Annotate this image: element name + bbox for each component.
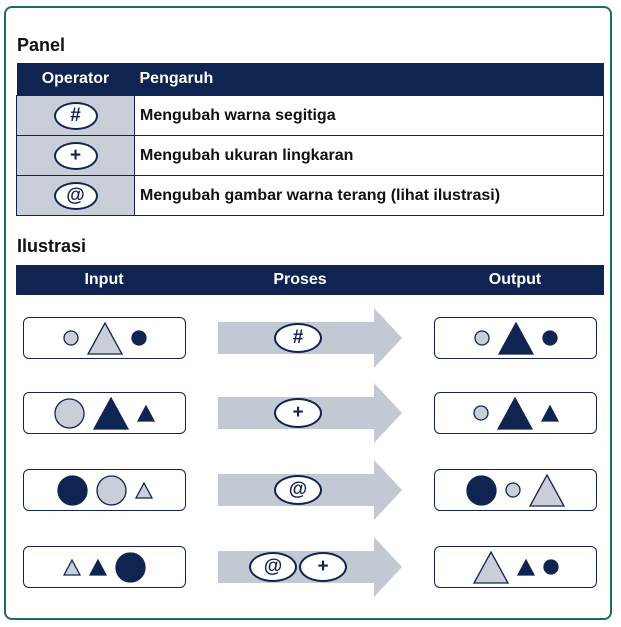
- plus-operator-icon: +: [54, 142, 98, 170]
- dark-large-circle-icon: [115, 552, 146, 583]
- light-large-triangle-icon: [529, 474, 565, 507]
- input-box: [23, 392, 186, 434]
- hash-operator-icon: #: [274, 323, 322, 353]
- light-large-triangle-icon: [87, 322, 123, 355]
- at-operator-icon: @: [274, 475, 322, 505]
- table-row: [17, 96, 604, 136]
- effect-cell: Mengubah warna segitiga: [135, 96, 604, 136]
- at-operator-icon: @: [54, 182, 98, 210]
- light-large-circle-icon: [96, 475, 127, 506]
- dark-large-triangle-icon: [498, 322, 534, 355]
- light-small-triangle-icon: [135, 482, 153, 499]
- dark-large-triangle-icon: [93, 397, 129, 430]
- plus-operator-icon: +: [274, 398, 322, 428]
- light-large-circle-icon: [54, 398, 85, 429]
- light-small-triangle-icon: [63, 559, 81, 576]
- dark-small-triangle-icon: [137, 405, 155, 422]
- output-box: [434, 546, 597, 588]
- light-small-circle-icon: [63, 330, 79, 346]
- input-column-header: Input: [84, 271, 124, 288]
- plus-operator-icon: +: [299, 552, 347, 582]
- operator-table: [16, 63, 604, 216]
- at-operator-icon: @: [249, 552, 297, 582]
- light-large-triangle-icon: [473, 551, 509, 584]
- effect-column-header: Pengaruh: [135, 63, 604, 96]
- hash-operator-icon: #: [54, 102, 98, 130]
- input-box: [23, 317, 186, 359]
- output-column-header: Output: [488, 271, 542, 288]
- illustration-title: Ilustrasi: [17, 236, 87, 256]
- operator-cell: [17, 136, 135, 176]
- dark-large-circle-icon: [466, 475, 497, 506]
- table-row: [17, 136, 604, 176]
- dark-large-circle-icon: [57, 475, 88, 506]
- operator-cell: [17, 96, 135, 136]
- output-box: [434, 392, 597, 434]
- effect-cell: Mengubah gambar warna terang (lihat ilustrasi): [135, 176, 604, 216]
- illustration-header: [16, 265, 604, 295]
- operator-cell: [17, 176, 135, 216]
- process-column-header: Proses: [273, 271, 327, 288]
- dark-small-circle-icon: [131, 330, 147, 346]
- dark-small-circle-icon: [542, 330, 558, 346]
- output-box: [434, 469, 597, 511]
- light-small-circle-icon: [505, 482, 521, 498]
- input-box: [23, 546, 186, 588]
- operator-column-header: Operator: [17, 63, 135, 96]
- output-box: [434, 317, 597, 359]
- table-header-row: [17, 63, 604, 96]
- effect-cell: Mengubah ukuran lingkaran: [135, 136, 604, 176]
- panel-title: Panel: [17, 35, 66, 55]
- dark-small-triangle-icon: [517, 559, 535, 576]
- light-small-circle-icon: [474, 330, 490, 346]
- input-box: [23, 469, 186, 511]
- dark-small-circle-icon: [543, 559, 559, 575]
- dark-small-triangle-icon: [89, 559, 107, 576]
- light-small-circle-icon: [473, 405, 489, 421]
- dark-small-triangle-icon: [541, 405, 559, 422]
- dark-large-triangle-icon: [497, 397, 533, 430]
- table-row: [17, 176, 604, 216]
